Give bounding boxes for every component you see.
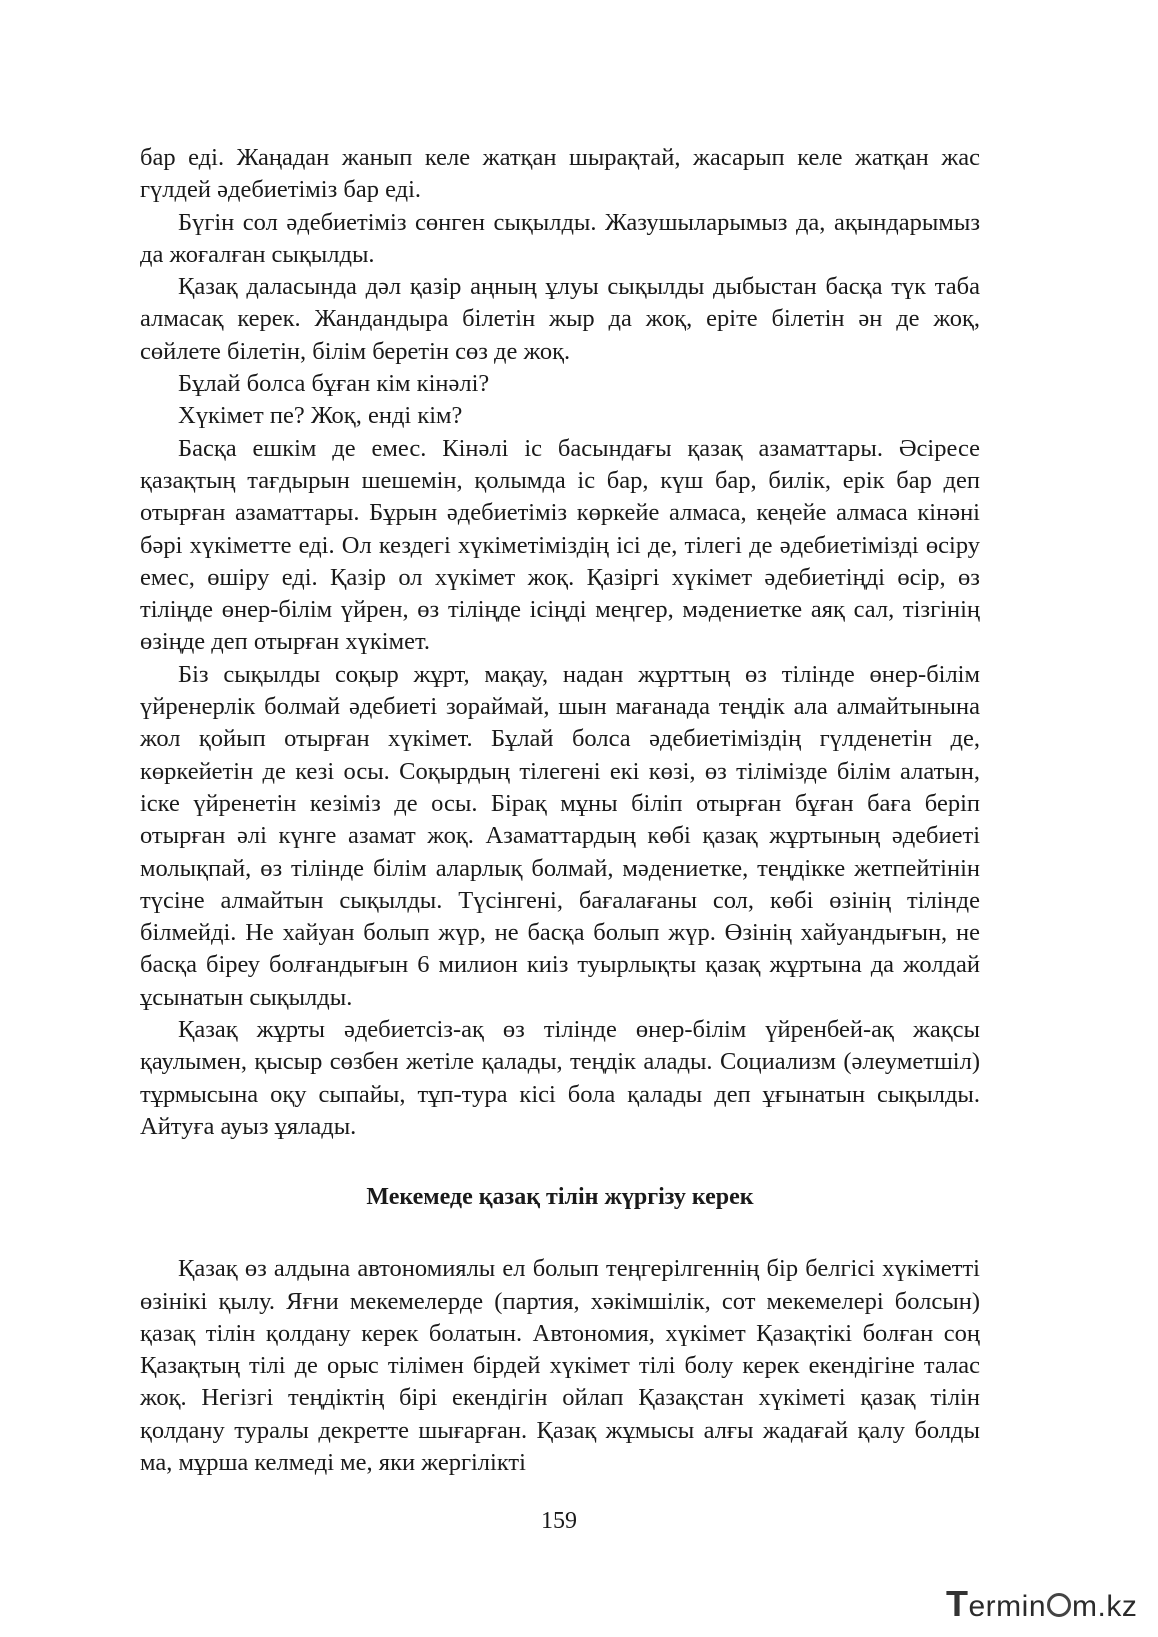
paragraph: Басқа ешкім де емес. Кінәлі іс басындағы қазақ азаматтары. Әсіресе қазақтың тағдырын шешемін, қолымда іс бар, күш бар, билік, ерік бар деп отырған азаматтары. Бұрын әдебиетіміз көркейе алмаса, кеңейе алмаса кінәні бәрі хүкіметте еді. Ол кездегі хүкіметіміздің ісі де, тілегі де әдебиетімізді өсіру емес, өшіру еді. Қазір ол хүкімет жоқ. Қазіргі хүкімет әдебиетіңді өсір, өз тіліңде өнер-білім үйрен, өз тіліңде ісіңді меңгер, мәдениетке аяқ сал, тізгінің өзіңде деп отырған хүкімет. bbox=[140, 434, 980, 656]
paragraph: Хүкімет пе? Жоқ, енді кім? bbox=[178, 402, 463, 430]
page-number: 159 bbox=[541, 1508, 577, 1534]
watermark-text-a: ermin bbox=[968, 1590, 1047, 1623]
paragraph: бар еді. Жаңадан жанып келе жатқан шырақтай, жасарып келе жатқан жас гүлдей әдебиетіміз бар еді. bbox=[140, 144, 980, 204]
watermark-text-b: m.kz bbox=[1072, 1590, 1138, 1623]
watermark-logo[interactable] bbox=[946, 1584, 1136, 1624]
paragraph: Қазақ өз алдына автономиялы ел болып теңгерілгеннің бір белгісі хүкіметті өзінікі қылу. Яғни мекемелерде (партия, хәкімшілік, сот мекемелері болсын) қазақ тілін қолдану керек болатын. Автономия, хүкімет Қазақтікі болған соң Қазақтың тілі де орыс тілімен бірдей хүкімет тілі болу керек екендігіне талас жоқ. Негізгі теңдіктің бірі екендігін ойлап Қазақстан хүкіметі қазақ тілін қолдану туралы декретте шығарған. Қазақ жұмысы алғы жадағай қалу болды ма, мұрша келмеді ме, яки жергілікті bbox=[140, 1255, 980, 1476]
watermark-t-glyph: T bbox=[946, 1583, 969, 1624]
paragraph: Біз сықылды соқыр жұрт, мақау, надан жұрттың өз тілінде өнер-білім үйренерлік болмай әдебиеті зораймай, шын мағанада теңдік ала алмайтынына жол қойып отырған хүкімет. Бұлай болса әдебиетіміздің гүлденетін де, көркейетін де кезі осы. Соқырдың тілегені екі көзі, өз тілімізде білім алатын, іске үйренетін кезіміз де осы. Бірақ мұны біліп отырған бұған баға беріп отырған әлі күнге азамат жоқ. Азаматтардың көбі қазақ жұртының әдебиеті молықпай, өз тілінде білім аларлық болмай, мәдениетке, теңдікке жетпейтінін түсіне алмайтын сықылды. Түсінгені, бағалағаны сол, көбі өзінің тілінде білмейді. Не хайуан болып жүр, не басқа болып жүр. Өзінің хайуандығын, не басқа біреу болғандығын 6 милион киіз туырлықты қазақ жұртына да жолдай ұсынатын сықылды. bbox=[140, 660, 980, 1011]
paragraph: Қазақ жұрты әдебиетсіз-ақ өз тілінде өнер-білім үйренбей-ақ жақсы қаулымен, қысыр сөзбен жетіле қалады, теңдік алады. Социализм (әлеуметшіл) тұрмысына оқу сыпайы, тұп-тура кісі бола қалады деп ұғынатын сықылды. Айтуға ауыз ұялады. bbox=[140, 1016, 980, 1140]
page-body bbox=[140, 142, 980, 1479]
section-title: Мекемеде қазақ тілін жүргізу керек bbox=[366, 1184, 754, 1211]
paragraph: Бүгін сол әдебиетіміз сөнген сықылды. Жазушыларымыз да, ақындарымыз да жоғалған сықылды. bbox=[140, 208, 980, 268]
paragraph: Бұлай болса бұған кім кінәлі? bbox=[178, 370, 490, 398]
watermark-o-icon bbox=[1047, 1593, 1071, 1617]
paragraph: Қазақ даласында дәл қазір аңның ұлуы сықылды дыбыстан басқа түк таба алмасақ керек. Жандандыра білетін жыр да жоқ, еріте білетін ән де жоқ, сөйлете білетін, білім беретін сөз де жоқ. bbox=[140, 273, 980, 365]
